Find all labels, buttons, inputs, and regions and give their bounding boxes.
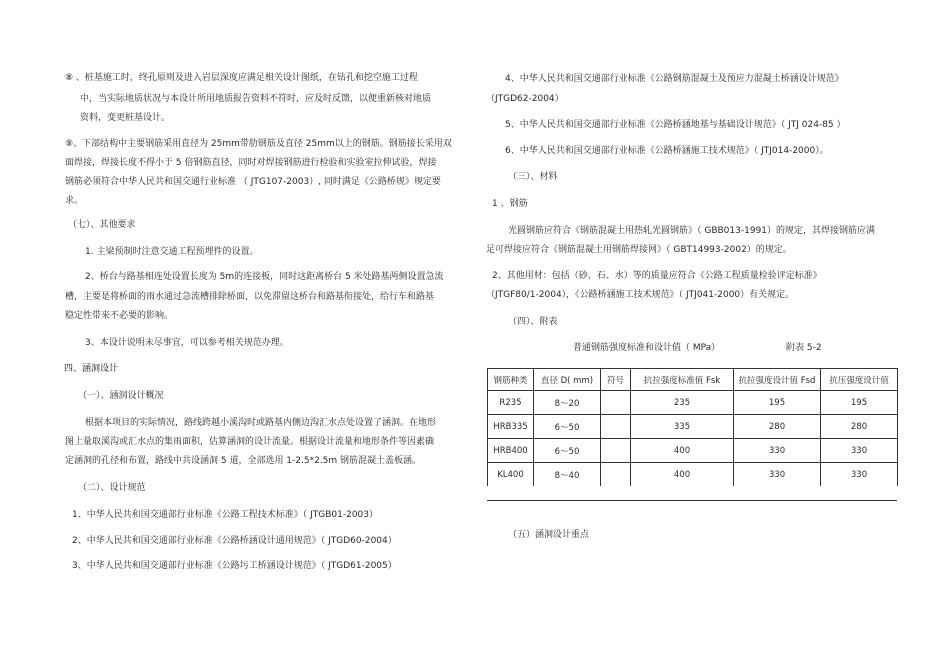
steel-para-line2: 足可焊接应符合《钢筋混凝土用钢筋焊接网》（ GBT14993-2002）的规定。 <box>486 245 792 255</box>
culvert-para-line2: 图上量取溪沟或汇水点的集雨面积，估算涵洞的设计流量。根据设计流量和地形条件等因素确 <box>65 437 435 447</box>
table-cell: 8～20 <box>534 391 601 415</box>
para-9-line2: 面焊接，焊接长度不得小于 5 倍钢筋直径，同时对焊接钢筋进行检验和实验室拉伸试验，焊接 <box>65 158 437 168</box>
table-cell: 195 <box>821 391 898 415</box>
para-9-line3: 钢筋必须符合中华人民共和国交通行业标准 （ JTG107-2003）, 同时满足《公路桥规》规定要 <box>65 177 441 187</box>
table-header: 抗拉强度设计值 Fsd <box>734 369 821 391</box>
table-row <box>488 463 898 487</box>
other-materials-line1: 2、其他用材：包括（砂、石、水）等的质量应符合《公路工程质量检验评定标准》 <box>492 271 822 281</box>
para-8-line1: ⑧ 、桩基施工时，终孔原则及进入岩层深度应满足相关设计图纸，在钻孔和挖空施工过程 <box>65 73 418 83</box>
table-cell: 400 <box>631 463 734 487</box>
table-cell: HRB400 <box>488 439 534 463</box>
culvert-para-line3: 定涵洞的孔径和布置，路线中共设涵洞 5 道，全部选用 1-2.5*2.5m 钢筋混凝土盖板涵。 <box>65 456 422 466</box>
table-cell: 400 <box>631 439 734 463</box>
section-7-item-2-line3: 稳定性带来不必要的影响。 <box>65 311 174 321</box>
spec-4-line1: 4、中华人民共和国交通部行业标准《公路钢筋混凝土及预应力混凝土桥涵设计规范》 <box>505 74 844 84</box>
table-number: 附表 5-2 <box>786 343 822 353</box>
culvert-para-line1: 根据本项目的实际情况，路线跨越小溪沟时或路基内侧边沟汇水点处设置了涵洞。在地形 <box>85 418 437 428</box>
spec-5: 5、中华人民共和国交通部行业标准《公路桥涵地基与基础设计规范》（ JTJ 024-85 ） <box>505 120 846 130</box>
section-4-2-title: （二）、设计规范 <box>78 483 146 493</box>
section-5-title: （五）涵洞设计重点 <box>508 530 590 540</box>
table-cell: 330 <box>734 463 821 487</box>
table-cell <box>601 415 631 439</box>
spec-2: 2、中华人民共和国交通部行业标准《公路桥涵设计通用规范》（ JTGD60-2004） <box>72 536 397 546</box>
table-cell <box>601 391 631 415</box>
section-4-title: 四、涵洞设计 <box>64 364 119 374</box>
table-cell: HRB335 <box>488 415 534 439</box>
table-cell: 330 <box>821 439 898 463</box>
table-cell: 335 <box>631 415 734 439</box>
steel-para-line1: 光圆钢筋应符合《钢筋混凝土用热轧光圆钢筋》（ GBB013-1991）的规定，其焊接钢筋应满 <box>508 226 876 236</box>
table-header: 直径 D( mm) <box>534 369 601 391</box>
section-4-1-title: （一）、涵洞设计概况 <box>78 391 164 401</box>
table-row <box>488 391 898 415</box>
para-8-line3: 资料，变更桩基设计。 <box>80 113 171 123</box>
section-3-title: （三）、材料 <box>508 172 558 182</box>
table-cell: 235 <box>631 391 734 415</box>
table-cell: 330 <box>821 463 898 487</box>
table-cell: 330 <box>734 439 821 463</box>
para-9-line4: 求。 <box>65 196 84 206</box>
spec-6: 6、中华人民共和国交通部行业标准《公路桥涵施工技术规范》（ JTJ014-2000）。 <box>505 146 829 156</box>
table-header-row <box>488 369 898 391</box>
table-header: 钢筋种类 <box>488 369 534 391</box>
section-3-1-title: 1 、钢筋 <box>492 199 528 209</box>
para-8-line2: 中，当实际地质状况与本设计所用地质报告资料不符时，应及时反馈，以便重新核对地质 <box>80 94 432 104</box>
table-cell: 8～40 <box>534 463 601 487</box>
other-materials-line2: （JTGF80/1-2004），《公路桥涵施工技术规范》（ JTJ041-2000）有关规定。 <box>486 290 795 300</box>
spec-4-line2: （JTGD62-2004） <box>486 94 564 104</box>
section-7-item-2-line2: 槽，主要是将桥面的雨水通过急流槽排除桥面，以免滞留这桥台和路基衔接处，给行车和路基 <box>65 292 435 302</box>
table-cell <box>601 463 631 487</box>
table-cell: KL400 <box>488 463 534 487</box>
spec-3: 3、中华人民共和国交通部行业标准《公路圬工桥涵设计规范》（ JTGD61-2005） <box>72 561 397 571</box>
table-header: 抗压强度设计值 <box>821 369 898 391</box>
steel-strength-table <box>487 368 898 486</box>
section-7-item-3: 3、本设计说明未尽事宜，可以参考相关规范办理。 <box>85 338 289 348</box>
section-7-item-2-line1: 2、桥台与路基相连处设置长度为 5m的连接板，同时这距离桥台 5 米处路基两侧设置急流 <box>85 272 444 282</box>
table-header: 抗拉强度标准值 Fsk <box>631 369 734 391</box>
table-cell: 6～50 <box>534 415 601 439</box>
table-row <box>488 415 898 439</box>
table-cell: 280 <box>734 415 821 439</box>
table-cell: 6～50 <box>534 439 601 463</box>
table-cell: 280 <box>821 415 898 439</box>
para-9-line1: ⑨、下部结构中主要钢筋采用直径为 25mm带肋钢筋及直径 25mm以上的钢筋。钢筋接长采用双 <box>65 139 452 149</box>
table-cell: 195 <box>734 391 821 415</box>
spec-1: 1、中华人民共和国交通部行业标准《公路工程技术标准》（ JTGB01-2003） <box>72 510 378 520</box>
table-cell: R235 <box>488 391 534 415</box>
table-bottom-rule <box>487 500 897 501</box>
section-4-appendix-title: （四）、附表 <box>508 317 558 327</box>
table-header: 符号 <box>601 369 631 391</box>
table-cell <box>601 439 631 463</box>
section-7-title: （七）、其他要求 <box>68 220 136 230</box>
section-7-item-1: 1. 主梁预制时注意交通工程预埋件的设置。 <box>85 247 259 257</box>
table-caption: 普通钢筋强度标准和设计值（ MPa） <box>573 343 721 353</box>
table-row <box>488 439 898 463</box>
